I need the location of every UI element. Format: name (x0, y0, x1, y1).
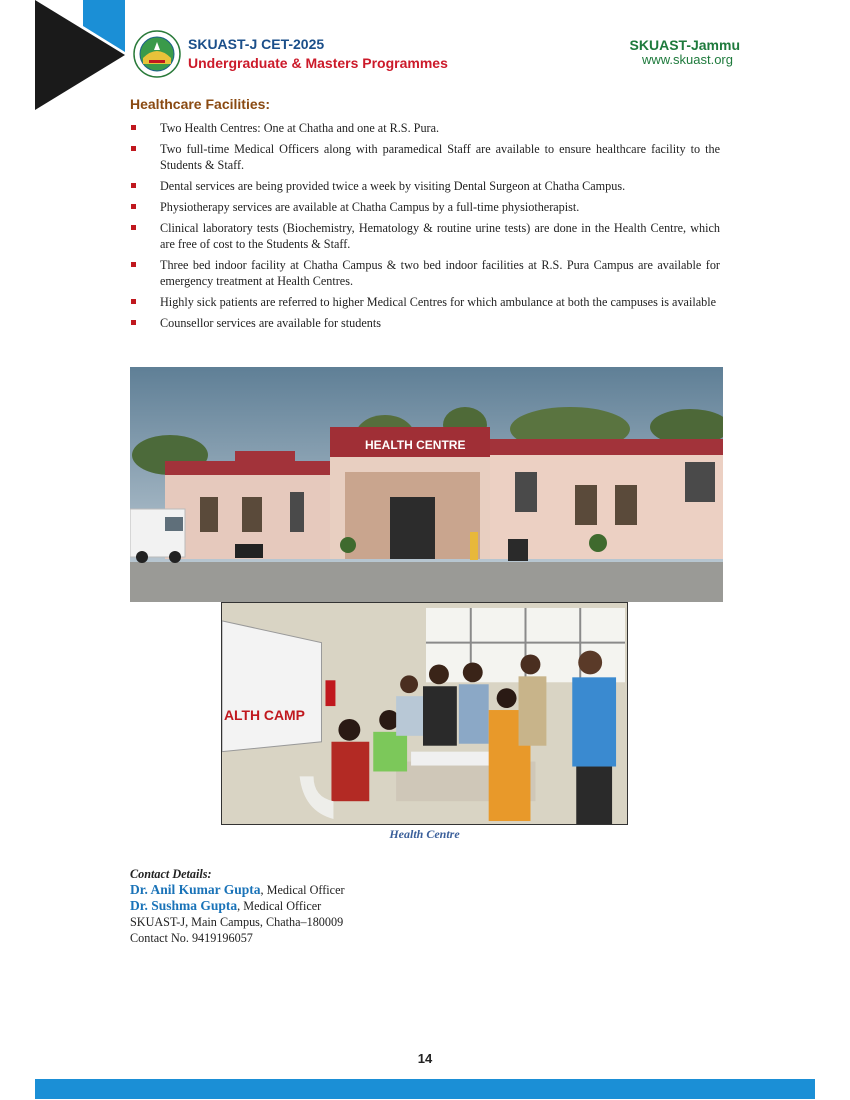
health-centre-building-photo (130, 367, 723, 602)
list-item-text: Dental services are being provided twice a week by visiting Dental Surgeon at Chatha Campus. (160, 179, 626, 193)
section-title: Healthcare Facilities: (130, 96, 271, 112)
header-org-name: SKUAST-Jammu (629, 37, 740, 53)
corner-triangle-graphic (35, 0, 125, 110)
list-item-text: Clinical laboratory tests (Biochemistry, Hematology & routine urine tests) are done in the Health Centre, which are free of cost to the Students & Staff. (160, 221, 720, 251)
contact-address: SKUAST-J, Main Campus, Chatha–180009 (130, 915, 344, 929)
contact-role-2: , Medical Officer (237, 899, 322, 913)
list-item (130, 178, 720, 194)
header-website: www.skuast.org (641, 52, 733, 67)
bullet-square-icon (131, 204, 136, 209)
facilities-list (130, 120, 720, 336)
contact-name-2: Dr. Sushma Gupta (130, 898, 238, 913)
list-item-text: Two full-time Medical Officers along with paramedical Staff are available to ensure healthcare facility to the Students & Staff. (160, 142, 720, 172)
list-item (130, 220, 720, 252)
contact-person-2 (130, 898, 345, 914)
header-subtitle: Undergraduate & Masters Programmes (188, 55, 448, 71)
list-item-text: Physiotherapy services are available at Chatha Campus by a full-time physiotherapist. (160, 200, 580, 214)
list-item (130, 141, 720, 173)
list-item-text: Three bed indoor facility at Chatha Campus & two bed indoor facilities at R.S. Pura Campus are available for emergency treatment at Health Centres. (160, 258, 720, 288)
contact-person-1 (130, 882, 345, 898)
bullet-square-icon (131, 299, 136, 304)
list-item-text: Two Health Centres: One at Chatha and one at R.S. Pura. (160, 121, 440, 135)
list-item-text: Highly sick patients are referred to higher Medical Centres for which ambulance at both the campuses is available (160, 295, 717, 309)
photo-caption: Health Centre (389, 827, 460, 841)
bullet-square-icon (131, 146, 136, 151)
contact-details (130, 866, 345, 946)
page-number: 14 (417, 1051, 433, 1066)
list-item (130, 315, 720, 331)
list-item (130, 294, 720, 310)
list-item (130, 199, 720, 215)
bullet-square-icon (131, 183, 136, 188)
bullet-square-icon (131, 262, 136, 267)
contact-label: Contact Details: (130, 867, 212, 881)
footer-bar (35, 1079, 815, 1099)
university-logo (133, 30, 181, 78)
building-sign-text: HEALTH CENTRE (365, 438, 466, 452)
contact-phone: Contact No. 9419196057 (130, 931, 253, 945)
bullet-square-icon (131, 125, 136, 130)
contact-role-1: , Medical Officer (260, 883, 345, 897)
health-camp-photo (221, 602, 628, 825)
header-title: SKUAST-J CET-2025 (188, 36, 325, 52)
list-item (130, 257, 720, 289)
bullet-square-icon (131, 225, 136, 230)
banner-text: ALTH CAMP (223, 706, 305, 723)
bullet-square-icon (131, 320, 136, 325)
list-item-text: Counsellor services are available for students (160, 316, 381, 330)
list-item (130, 120, 720, 136)
contact-name-1: Dr. Anil Kumar Gupta (130, 882, 261, 897)
